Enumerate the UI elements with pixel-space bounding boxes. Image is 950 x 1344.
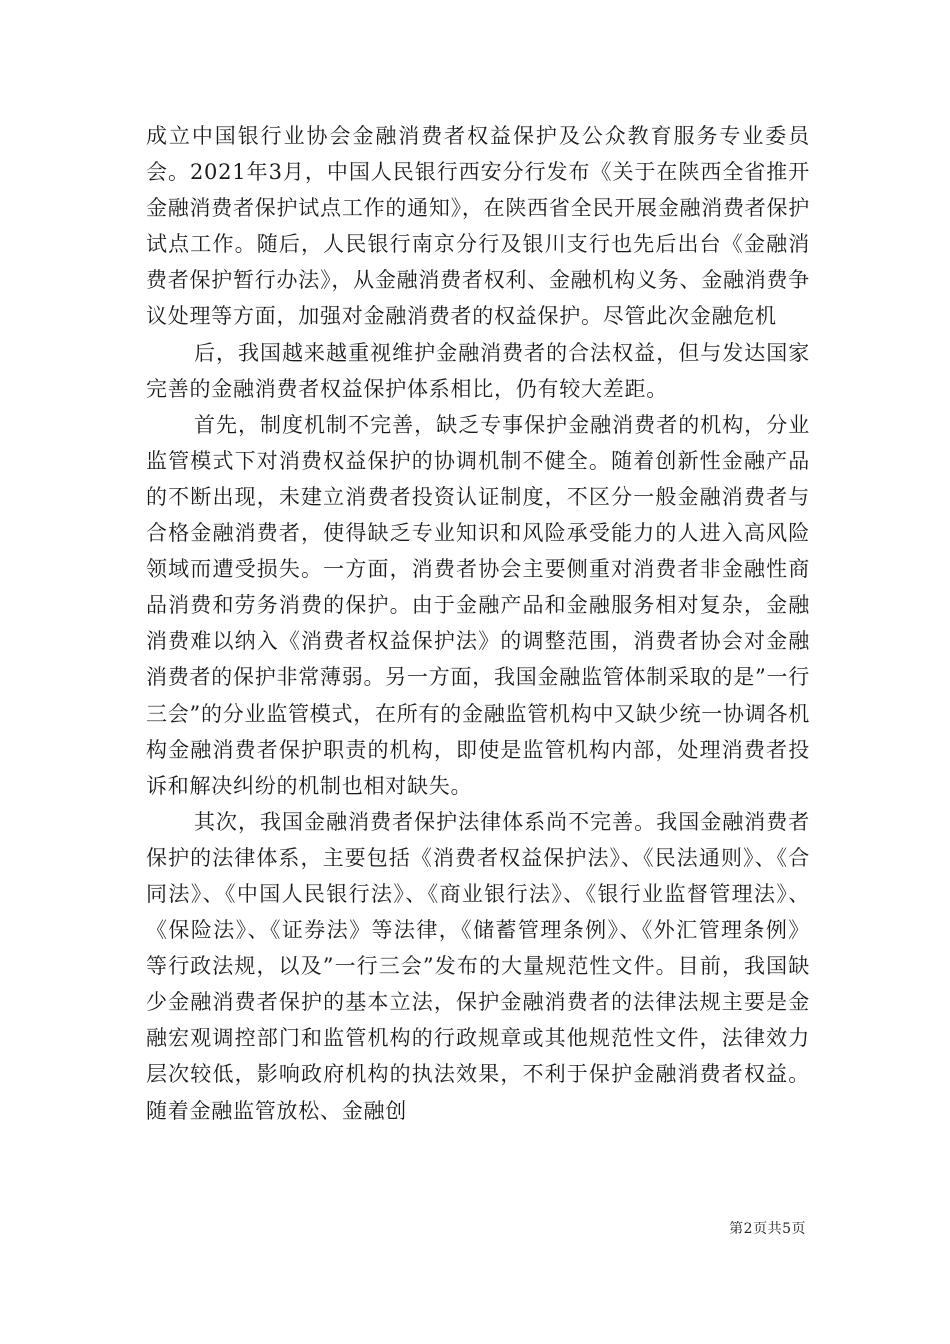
paragraph-3: 首先，制度机制不完善，缺乏专事保护金融消费者的机构，分业监管模式下对消费权益保护的协调机制不健全。随着创新性金融产品的不断出现，未建立消费者投资认证制度，不区分一般金融消费者与合格金融消费者，使得缺乏专业知识和风险承受能力的人进入高风险领域而遭受损失。一方面，消费者协会主要侧重对消费者非金融性商品消费和劳务消费的保护。由于金融产品和金融服务相对复杂，金融消费难以纳入《消费者权益保护法》的调整范围，消费者协会对金融消费者的保护非常薄弱。另一方面，我国金融监管体制采取的是”一行三会”的分业监管模式，在所有的金融监管机构中又缺少统一协调各机构金融消费者保护职责的机构，即使是监管机构内部，处理消费者投诉和解决纠纷的机制也相对缺失。 — [146, 412, 810, 798]
paragraph-2: 后，我国越来越重视维护金融消费者的合法权益，但与发达国家完善的金融消费者权益保护体系相比，仍有较大差距。 — [146, 340, 810, 401]
document-body — [146, 118, 810, 1129]
page-number-footer: 第2页共5页 — [729, 1221, 806, 1237]
paragraph-4: 其次，我国金融消费者保护法律体系尚不完善。我国金融消费者保护的法律体系，主要包括《消费者权益保护法》、《民法通则》、《合同法》、《中国人民银行法》、《商业银行法》、《银行业监督管理法》、《保险法》、《证券法》等法律，《储蓄管理条例》、《外汇管理条例》等行政法规，以及”一行三会”发布的大量规范性文件。目前，我国缺少金融消费者保护的基本立法，保护金融消费者的法律法规主要是金融宏观调控部门和监管机构的行政规章或其他规范性文件，法律效力层次较低，影响政府机构的执法效果，不利于保护金融消费者权益。随着金融监管放松、金融创 — [146, 809, 810, 1123]
paragraph-1: 成立中国银行业协会金融消费者权益保护及公众教育服务专业委员会。2021年3月，中国人民银行西安分行发布《关于在陕西全省推开金融消费者保护试点工作的通知》，在陕西省全民开展金融消费者保护试点工作。随后，人民银行南京分行及银川支行也先后出台《金融消费者保护暂行办法》，从金融消费者权利、金融机构义务、金融消费争议处理等方面，加强对金融消费者的权益保护。尽管此次金融危机 — [146, 124, 810, 329]
